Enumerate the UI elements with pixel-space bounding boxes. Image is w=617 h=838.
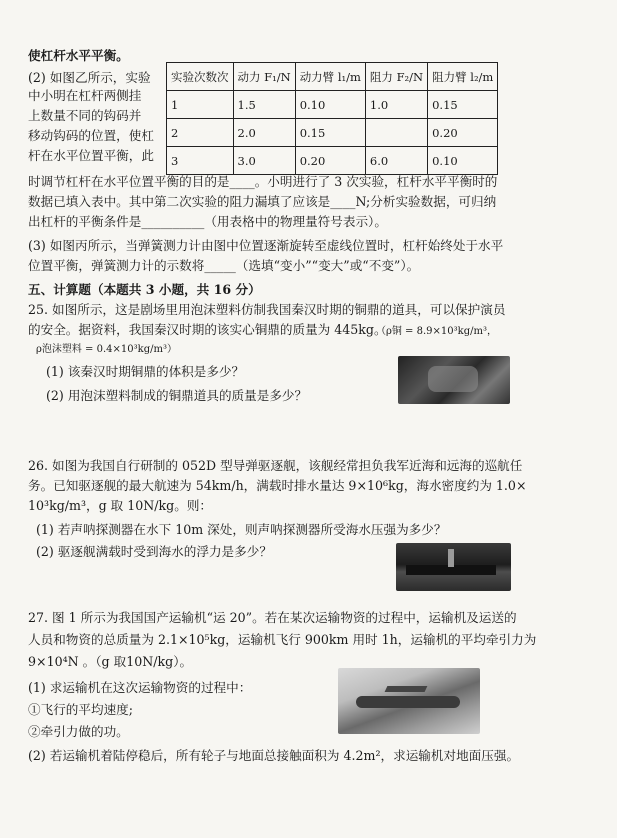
q27-subquestion: (2) 若运输机着陆停稳后，所有轮子与地面总接触面积为 4.2m²，求运输机对地面压强。 (28, 748, 520, 763)
intro-left-line: 中小明在杠杆两侧挂 (28, 88, 142, 103)
table-cell: 6.0 (365, 147, 427, 175)
table-cell: 1.0 (365, 91, 427, 119)
q27-subquestion: (1) 求运输机在这次运输物资的过程中： (28, 680, 252, 695)
section-heading: 五、计算题（本题共 3 小题，共 16 分） (28, 282, 261, 297)
transport-aircraft-photo (338, 668, 480, 734)
q26-subquestion: (1) 若声呐探测器在水下 10m 深处，则声呐探测器所受海水压强为多少？ (36, 522, 447, 537)
table-cell: 0.10 (295, 91, 365, 119)
table-row (167, 119, 498, 147)
intro-left-line: 上数量不同的钩码并 (28, 108, 142, 123)
q27-subquestion: ①飞行的平均速度; (28, 702, 133, 717)
table-cell: 0.20 (295, 147, 365, 175)
q26-line: 10³kg/m³，g 取 10N/kg。则： (28, 498, 213, 513)
q26-subquestion: (2) 驱逐舰满载时受到海水的浮力是多少？ (36, 544, 272, 559)
table-cell: 3 (167, 147, 234, 175)
destroyer-photo (396, 543, 511, 591)
table-cell: 3.0 (233, 147, 295, 175)
q25-copper-density: （ρ铜 = 8.9×10³kg/m³， (376, 326, 497, 337)
intro-left-line: 移动钩码的位置，使杠 (28, 128, 154, 143)
q25-line: 25. 如图所示，这是剧场里用泡沫塑料仿制我国秦汉时期的铜鼎的道具，可以保护演员 (28, 302, 506, 317)
q24-text-line: (3) 如图丙所示，当弹簧测力计由图中位置逐渐旋转至虚线位置时，杠杆始终处于水平 (28, 238, 504, 253)
q25-subquestion: (2) 用泡沫塑料制成的铜鼎道具的质量是多少？ (46, 388, 308, 403)
table-cell: 1 (167, 91, 234, 119)
bronze-ding-photo (398, 356, 510, 404)
table-cell: 0.15 (295, 119, 365, 147)
q25-foam-density: ρ泡沫塑料 = 0.4×10³kg/m³） (36, 344, 177, 355)
q25-subquestion: (1) 该秦汉时期铜鼎的体积是多少？ (46, 364, 245, 379)
table-cell: 0.15 (428, 91, 498, 119)
table-header-cell: 动力臂 l₁/m (295, 63, 365, 91)
table-cell: 2.0 (233, 119, 295, 147)
q24-text-line: 出杠杆的平衡条件是__________（用表格中的物理量符号表示）。 (28, 214, 387, 229)
q26-line: 26. 如图为我国自行研制的 052D 型导弹驱逐舰，该舰经常担负我军近海和远海的巡航任 (28, 458, 523, 473)
table-cell: 2 (167, 119, 234, 147)
intro-left-line: 杆在水平位置平衡，此 (28, 148, 154, 163)
q27-line: 27. 图 1 所示为我国国产运输机“运 20”。若在某次运输物资的过程中，运输机及运送的 (28, 610, 517, 625)
table-row (167, 91, 498, 119)
q24-text-line: 时调节杠杆在水平位置平衡的目的是____。小明进行了 3 次实验，杠杆水平平衡时的 (28, 174, 498, 189)
table-header-cell: 动力 F₁/N (233, 63, 295, 91)
table-row (167, 147, 498, 175)
q27-line: 9×10⁴N 。（g 取10N/kg）。 (28, 654, 193, 669)
q25-line: 的安全。据资料，我国秦汉时期的该实心铜鼎的质量为 445kg。 (28, 322, 387, 337)
table-cell: 0.10 (428, 147, 498, 175)
table-cell (365, 119, 427, 147)
intro-left-line: (2) 如图乙所示，实验 (28, 70, 151, 85)
q27-line: 人员和物资的总质量为 2.1×10⁵kg，运输机飞行 900km 用时 1h，运输机的平均牵引力为 (28, 632, 537, 647)
q24-text-line: 位置平衡，弹簧测力计的示数将_____（选填“变小”“变大”或“不变”）。 (28, 258, 420, 273)
q24-text-line: 数据已填入表中。其中第二次实验的阻力漏填了应该是____N;分析实验数据，可归纳 (28, 194, 497, 209)
experiment-data-table (166, 62, 498, 175)
table-header-cell: 实验次数次 (167, 63, 234, 91)
table-cell: 1.5 (233, 91, 295, 119)
table-header-row (167, 63, 498, 91)
q27-subquestion: ②牵引力做的功。 (28, 724, 129, 739)
q26-line: 务。已知驱逐舰的最大航速为 54km/h，满载时排水量达 9×10⁶kg，海水密度约为 1.0× (28, 478, 527, 493)
table-cell: 0.20 (428, 119, 498, 147)
table-header-cell: 阻力臂 l₂/m (428, 63, 498, 91)
table-header-cell: 阻力 F₂/N (365, 63, 427, 91)
intro-line: 使杠杆水平平衡。 (28, 48, 129, 63)
